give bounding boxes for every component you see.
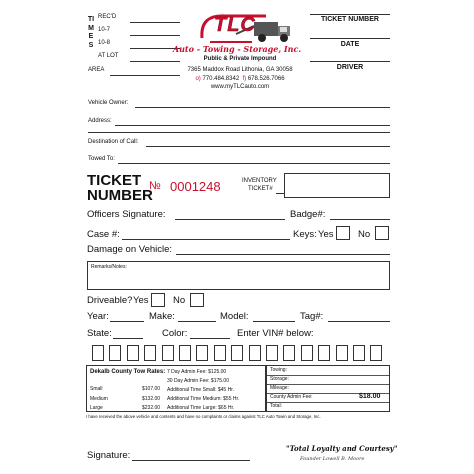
fee-7-day: 7 Day Admin Fee: $125.00 (167, 369, 227, 375)
vehicle-owner-label: Vehicle Owner: (88, 100, 129, 106)
color-label: Color: (162, 328, 188, 339)
destination-label: Destination of Call: (88, 139, 139, 145)
rates-title: Dekalb County Tow Rates: (90, 369, 166, 375)
tag-line[interactable] (328, 321, 390, 322)
badge-label: Badge#: (290, 209, 326, 220)
inventory-label-2: TICKET# (248, 186, 273, 192)
charge-storage-label: Storage: (270, 376, 289, 382)
driveable-no-label: No (173, 295, 186, 306)
model-line[interactable] (253, 321, 295, 322)
times-10-7-label: 10-7 (98, 27, 111, 33)
logo-website: www.myTLCauto.com (210, 84, 270, 90)
charge-mileage-label: Mileage: (270, 385, 289, 391)
towed-to-line[interactable] (118, 163, 390, 164)
state-label: State: (87, 328, 112, 339)
vin-char-box[interactable] (92, 345, 104, 361)
keys-no-checkbox[interactable] (375, 226, 389, 240)
vin-char-box[interactable] (196, 345, 208, 361)
driveable-yes-label: Yes (133, 295, 149, 306)
vin-char-box[interactable] (162, 345, 174, 361)
times-10-8-label: 10-8 (98, 40, 111, 46)
vin-char-box[interactable] (214, 345, 226, 361)
fax-number: 678.526.7066 (247, 76, 285, 82)
vin-char-box[interactable] (231, 345, 243, 361)
keys-yes-label: Yes (318, 229, 334, 240)
ticket-title-line1: TICKET (87, 172, 142, 189)
driveable-label: Driveable? (87, 295, 133, 306)
logo-tagline: Public & Private Impound (203, 56, 277, 62)
rate-medium-value: $132.00 (142, 396, 161, 402)
inventory-ticket-box[interactable] (284, 173, 390, 198)
keys-no-label: No (358, 229, 371, 240)
ticket-title-line2: NUMBER (87, 187, 153, 204)
damage-label: Damage on Vehicle: (87, 244, 173, 255)
signature-label: Signature: (87, 450, 131, 461)
charge-county-fee-divider (267, 402, 389, 403)
ticket-number-header-line[interactable] (310, 38, 390, 39)
driveable-no-checkbox[interactable] (190, 293, 204, 307)
logo-mark: TLC (214, 14, 256, 36)
officer-signature-line[interactable] (175, 219, 285, 220)
logo-address: 7365 Maddox Road Lithonia, GA 30058 (187, 67, 293, 73)
ticket-serial-number: 0001248 (170, 179, 221, 194)
vin-entry-boxes (92, 345, 388, 361)
vin-label: Enter VIN# below: (237, 328, 314, 339)
vin-char-box[interactable] (249, 345, 261, 361)
signature-line[interactable] (132, 460, 250, 461)
year-label: Year: (87, 311, 109, 322)
founder-signature: Founder Lowell B. Moore (300, 456, 365, 462)
vin-char-box[interactable] (318, 345, 330, 361)
vin-char-box[interactable] (283, 345, 295, 361)
vin-char-box[interactable] (179, 345, 191, 361)
address-label: Address: (88, 118, 112, 124)
office-phone: 770.484.8342 (202, 76, 240, 82)
charge-towing-label: Towing: (270, 367, 287, 373)
make-line[interactable] (178, 321, 216, 322)
remarks-label: Remarks/Notes: (91, 264, 127, 270)
times-recd-line[interactable] (130, 22, 180, 23)
vin-char-box[interactable] (144, 345, 156, 361)
destination-line[interactable] (146, 146, 390, 147)
times-vertical-label: TIMES (87, 16, 95, 49)
driveable-yes-checkbox[interactable] (151, 293, 165, 307)
area-label: AREA (88, 67, 105, 73)
inventory-ticket-line[interactable] (276, 193, 284, 194)
vin-char-box[interactable] (370, 345, 382, 361)
tag-label: Tag#: (300, 311, 324, 322)
driver-header-label: DRIVER (336, 64, 364, 71)
times-10-7-line[interactable] (130, 35, 180, 36)
fee-additional-medium: Additional Time Medium: $55 Hr. (167, 396, 240, 402)
vin-char-box[interactable] (266, 345, 278, 361)
vin-char-box[interactable] (127, 345, 139, 361)
date-header-label: DATE (340, 41, 360, 48)
case-line[interactable] (122, 239, 290, 240)
towed-to-label: Towed To: (88, 156, 115, 162)
address-line-2[interactable] (88, 132, 390, 133)
rate-small-label: Small (90, 386, 103, 392)
remarks-box[interactable] (87, 261, 390, 290)
vehicle-owner-line[interactable] (135, 107, 390, 108)
fee-additional-small: Additional Time Small: $45 Hr. (167, 387, 234, 393)
fee-30-day: 30 Day Admin Fee: $175.00 (167, 378, 229, 384)
charge-total-label: Total: (270, 403, 282, 409)
case-label: Case #: (87, 229, 120, 240)
tow-rates-box (86, 365, 266, 412)
fee-additional-large: Additional Time Large: $65 Hr. (167, 405, 235, 411)
year-line[interactable] (110, 321, 144, 322)
inventory-label-1: INVENTORY (242, 178, 277, 184)
rate-small-value: $107.00 (142, 386, 161, 392)
times-at-lot-label: AT LOT (98, 53, 119, 59)
keys-yes-checkbox[interactable] (336, 226, 350, 240)
company-motto: "Total Loyalty and Courtesy" (286, 444, 398, 453)
ticket-no-symbol: № (149, 180, 161, 192)
charge-county-fee-label: County Admin Fee: (270, 394, 313, 400)
vin-char-box[interactable] (301, 345, 313, 361)
damage-line[interactable] (176, 254, 390, 255)
disclaimer-text: I have received the above vehicle and contents and have no complaints or claims against TLC Auto Towin and Storage, Inc. (86, 414, 321, 419)
office-prefix: o) (195, 76, 201, 82)
model-label: Model: (220, 311, 249, 322)
color-line[interactable] (190, 338, 230, 339)
date-header-line[interactable] (310, 61, 390, 62)
vin-char-box[interactable] (109, 345, 121, 361)
charge-county-fee-value: $18.00 (359, 393, 381, 400)
make-label: Make: (149, 311, 175, 322)
times-recd-label: REC'D (98, 14, 117, 20)
charges-box (266, 365, 390, 412)
ticket-number-header-label: TICKET NUMBER (321, 16, 379, 23)
rate-large-label: Large (90, 405, 103, 411)
address-line[interactable] (115, 125, 390, 126)
fax-prefix: f) (242, 76, 247, 82)
state-line[interactable] (113, 338, 143, 339)
officer-signature-label: Officers Signature: (87, 209, 166, 220)
vin-char-box[interactable] (353, 345, 365, 361)
rate-large-value: $232.00 (142, 405, 161, 411)
keys-label: Keys: (293, 229, 317, 240)
logo-phones (168, 76, 312, 82)
logo-company-name: Auto - Towing - Storage, Inc. (172, 44, 302, 54)
ticket-number-top-line (310, 14, 390, 15)
times-at-lot-line[interactable] (130, 61, 180, 62)
rate-medium-label: Medium (90, 396, 108, 402)
vin-char-box[interactable] (336, 345, 348, 361)
badge-line[interactable] (330, 219, 390, 220)
